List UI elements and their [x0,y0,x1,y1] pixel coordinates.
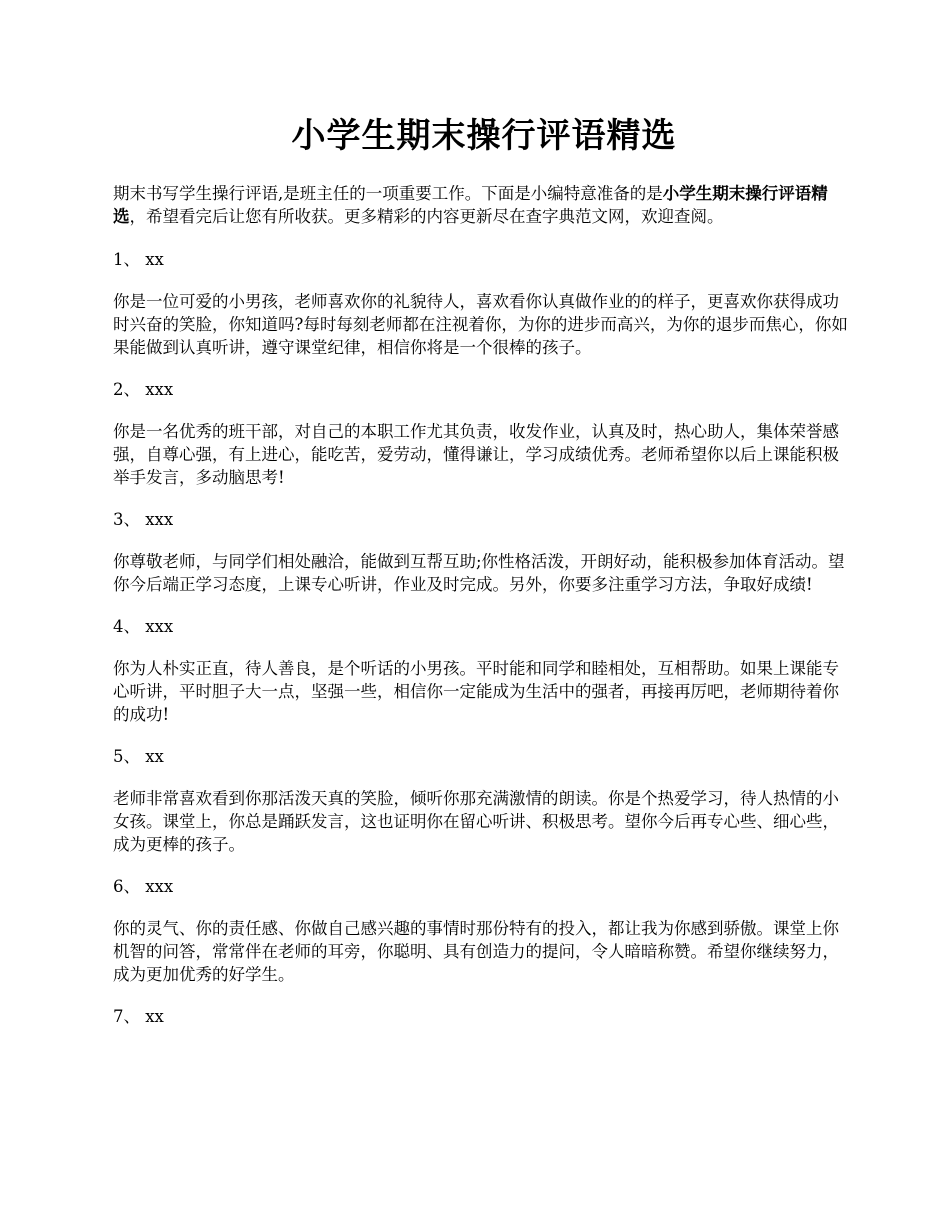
item-comment-2: 你是一名优秀的班干部，对自己的本职工作尤其负责，收发作业，认真及时，热心助人，集体荣誉感强，自尊心强，有上进心，能吃苦，爱劳动，懂得谦让，学习成绩优秀。老师希望你以后上课能积极举手发言，多动脑思考! [113,422,839,487]
item-heading-2: 2、 xxx [113,380,174,399]
document-title: 小学生期末操行评语精选 [291,116,677,156]
intro-highlight: 小学生期末操行评语精选 [113,184,828,226]
item-heading-4: 4、 xxx [113,617,174,636]
item-comment-6: 你的灵气、你的责任感、你做自己感兴趣的事情时那份特有的投入，都让我为你感到骄傲。课堂上你机智的问答，常常伴在老师的耳旁，你聪明、具有创造力的提问，令人暗暗称赞。希望你继续努力，成为更加优秀的好学生。 [113,919,839,984]
document-page [113,112,855,1047]
intro-text-end: ，希望看完后让您有所收获。更多精彩的内容更新尽在查字典范文网，欢迎查阅。 [129,207,724,226]
item-heading-6: 6、 xxx [113,877,174,896]
intro-paragraph [113,182,855,228]
item-comment-5: 老师非常喜欢看到你那活泼天真的笑脸，倾听你那充满激情的朗读。你是个热爱学习，待人热情的小女孩。课堂上，你总是踊跃发言，这也证明你在留心听讲、积极思考。望你今后再专心些、细心些，成为更棒的孩子。 [113,789,839,854]
item-heading-1: 1、 xx [113,250,164,269]
item-heading-7: 7、 xx [113,1007,164,1026]
item-comment-1: 你是一位可爱的小男孩，老师喜欢你的礼貌待人，喜欢看你认真做作业的的样子，更喜欢你获得成功时兴奋的笑脸，你知道吗?每时每刻老师都在注视着你，为你的进步而高兴，为你的退步而焦心，你如果能做到认真听讲，遵守课堂纪律，相信你将是一个很棒的孩子。 [113,292,848,357]
item-heading-5: 5、 xx [113,747,164,766]
intro-text-start: 期末书写学生操行评语,是班主任的一项重要工作。下面是小编特意准备的是 [113,184,663,203]
item-comment-3: 你尊敬老师，与同学们相处融洽，能做到互帮互助;你性格活泼，开朗好动，能积极参加体育活动。望你今后端正学习态度，上课专心听讲，作业及时完成。另外，你要多注重学习方法，争取好成绩! [113,552,845,594]
item-comment-4: 你为人朴实正直，待人善良，是个听话的小男孩。平时能和同学和睦相处，互相帮助。如果上课能专心听讲，平时胆子大一点，坚强一些，相信你一定能成为生活中的强者，再接再厉吧，老师期待着你的成功! [113,659,839,724]
item-heading-3: 3、 xxx [113,510,174,529]
